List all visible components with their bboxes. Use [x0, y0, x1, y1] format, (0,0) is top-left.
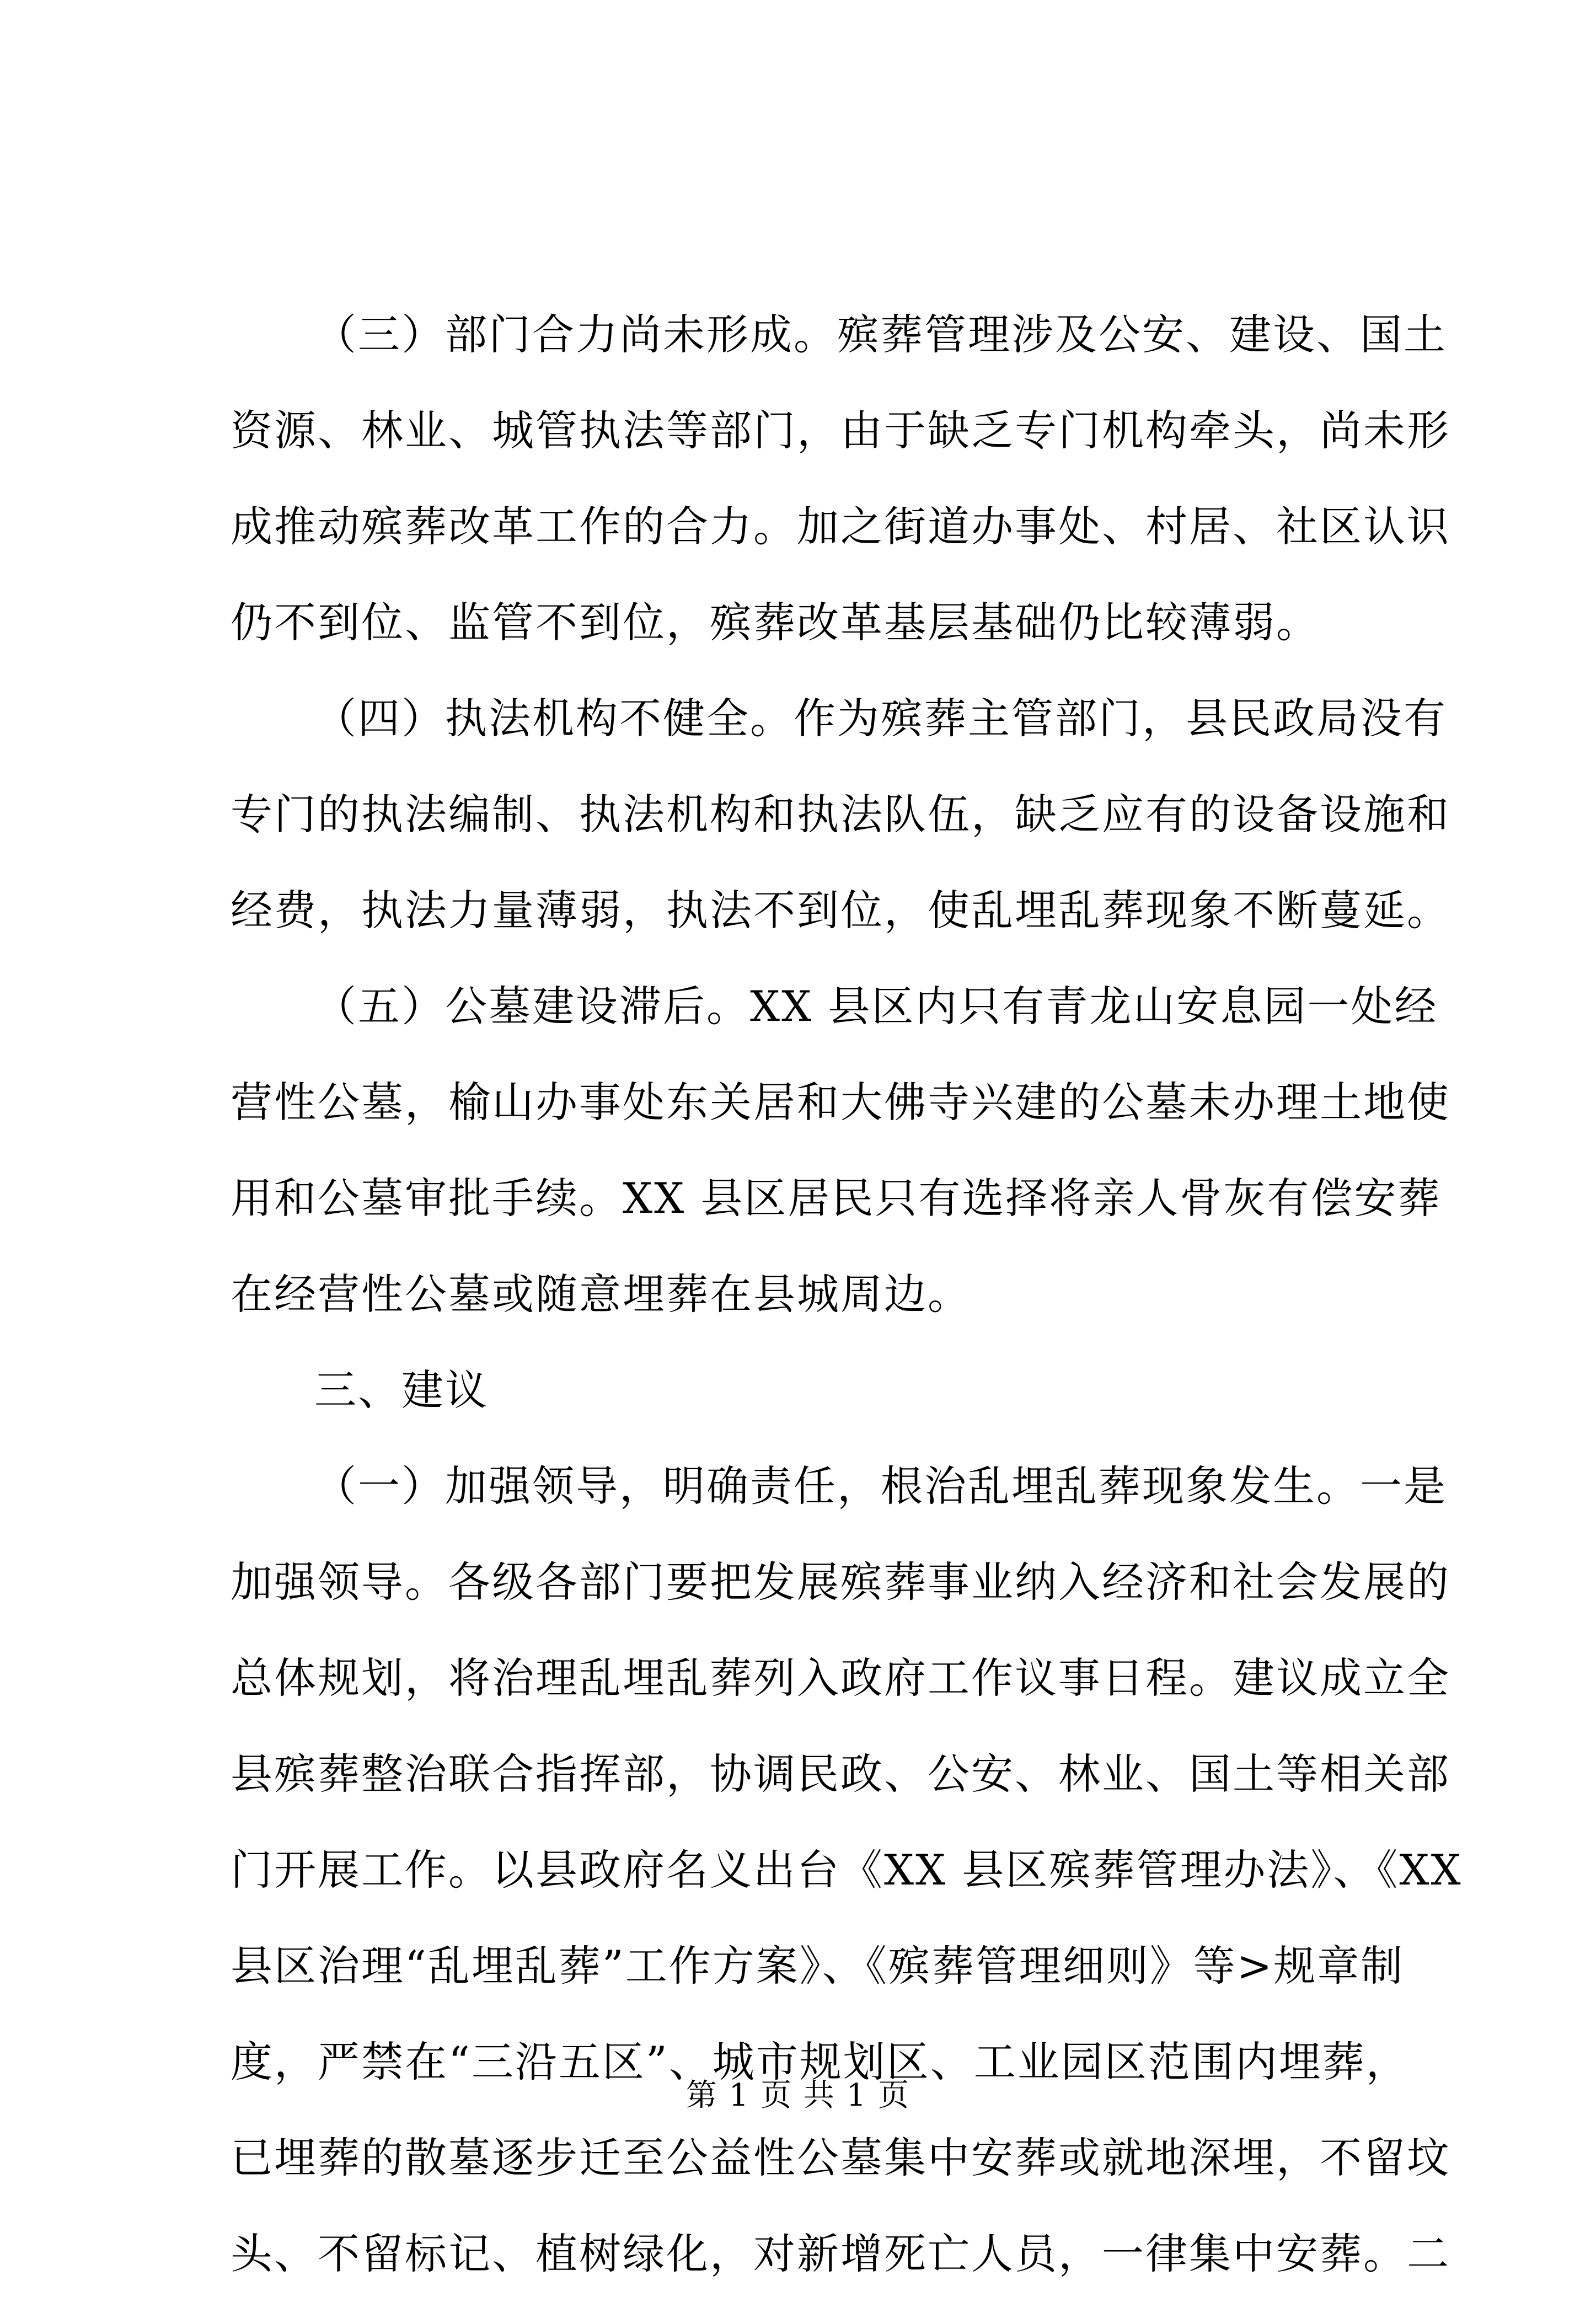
paragraph-line: 头、不留标记、植树绿化，对新增死亡人员，一律集中安葬。二: [231, 2229, 1450, 2278]
paragraph-line: （四）执法机构不健全。作为殡葬主管部门，县民政局没有: [314, 694, 1447, 743]
paragraph-line: 资源、林业、城管执法等部门，由于缺乏专门机构牵头，尚未形: [231, 406, 1450, 455]
paragraph-line: 门开展工作。以县政府名义出台《XX 县区殡葬管理办法》、《XX: [231, 1845, 1463, 1894]
paragraph-line: 县殡葬整治联合指挥部，协调民政、公安、林业、国土等相关部: [231, 1749, 1450, 1798]
section-heading: 三、建议: [314, 1366, 489, 1415]
paragraph-line: 在经营性公墓或随意埋葬在县城周边。: [231, 1270, 971, 1319]
page-footer: 第 1 页 共 1 页: [685, 2078, 911, 2113]
paragraph-line: 县区治理“乱埋乱葬”工作方案》、《殡葬管理细则》等>规章制: [231, 1941, 1405, 1990]
document-body: [231, 287, 1463, 2302]
paragraph-line: 总体规划，将治理乱埋乱葬列入政府工作议事日程。建议成立全: [231, 1653, 1450, 1703]
paragraph-line: 成推动殡葬改革工作的合力。加之街道办事处、村居、社区认识: [231, 502, 1450, 551]
paragraph-line: 已埋葬的散墓逐步迁至公益性公墓集中安葬或就地深埋，不留坟: [231, 2133, 1450, 2182]
paragraph-line: 度，严禁在“三沿五区”、城市规划区、工业园区范围内埋葬，: [231, 2037, 1410, 2086]
paragraph-line: 仍不到位、监管不到位，殡葬改革基层基础仍比较薄弱。: [231, 598, 1320, 647]
paragraph-line: （五）公墓建设滞后。XX 县区内只有青龙山安息园一处经: [314, 982, 1438, 1031]
paragraph-line: （三）部门合力尚未形成。殡葬管理涉及公安、建设、国土: [314, 310, 1447, 359]
paragraph-line: 营性公墓，榆山办事处东关居和大佛寺兴建的公墓未办理土地使: [231, 1078, 1450, 1127]
paragraph-line: 加强领导。各级各部门要把发展殡葬事业纳入经济和社会发展的: [231, 1557, 1450, 1607]
paragraph-line: （一）加强领导，明确责任，根治乱埋乱葬现象发生。一是: [314, 1461, 1447, 1511]
paragraph-line: 用和公墓审批手续。XX 县区居民只有选择将亲人骨灰有偿安葬: [231, 1174, 1442, 1223]
paragraph-line: 专门的执法编制、执法机构和执法队伍，缺乏应有的设备设施和: [231, 790, 1450, 839]
paragraph-line: 经费，执法力量薄弱，执法不到位，使乱埋乱葬现象不断蔓延。: [231, 886, 1450, 935]
